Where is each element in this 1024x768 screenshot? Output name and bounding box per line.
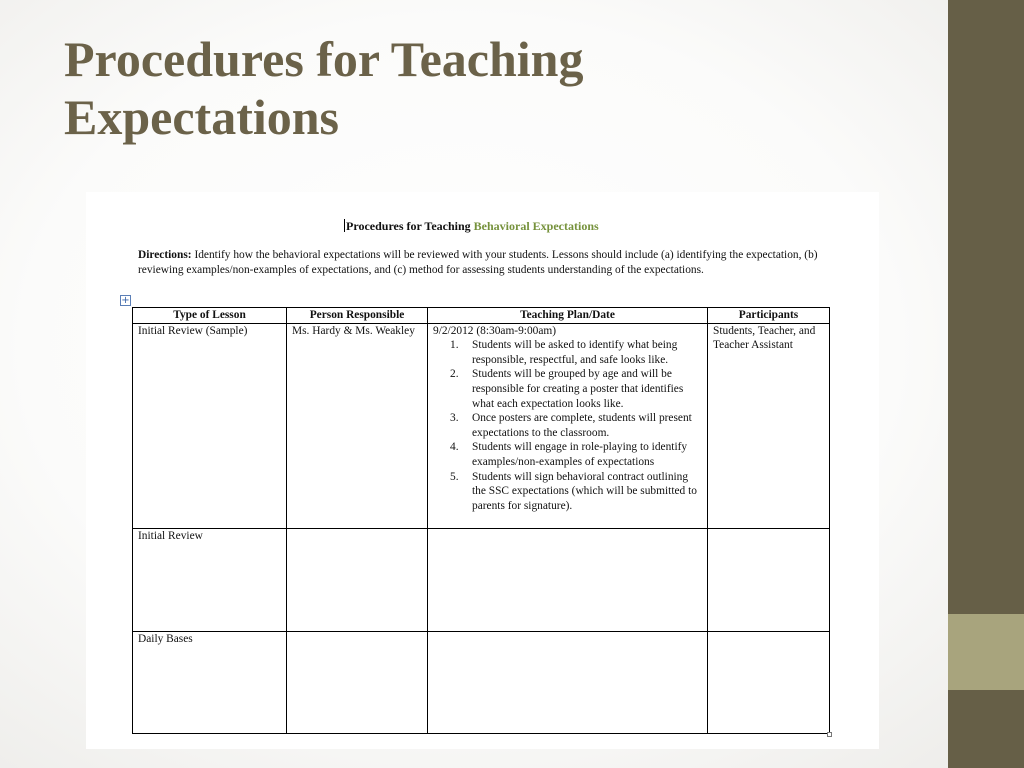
table-row [133, 323, 830, 528]
cell-person: Ms. Hardy & Ms. Weakley [287, 323, 428, 528]
header-teaching-plan-date: Teaching Plan/Date [428, 308, 708, 324]
table-resize-handle[interactable] [827, 732, 832, 737]
table-row [133, 528, 830, 631]
heading-accent: Behavioral Expectations [473, 219, 599, 233]
cell-plan [428, 323, 708, 528]
plan-step: 1. Students will be asked to identify what being responsible, respectful, and safe looks like. [450, 339, 678, 366]
cell-type: Daily Bases [133, 631, 287, 733]
cell-plan-empty[interactable] [428, 631, 708, 733]
cell-person-empty[interactable] [287, 528, 428, 631]
plan-step: 2. Students will be grouped by age and will be responsible for creating a poster that identifies what each expectation looks like. [450, 368, 684, 410]
directions-text: Identify how the behavioral expectations will be reviewed with your students. Lessons should include (a) identifying the expectation, (b) reviewing examples/non-examples of expectations, and (c) method for assessing students understanding of the expectations. [138, 249, 818, 276]
slide-title [64, 30, 924, 146]
directions-paragraph [138, 248, 828, 277]
lesson-table [132, 307, 830, 734]
plan-step: 4. Students will engage in role-playing to identify examples/non-examples of expectations [450, 441, 688, 468]
sidebar-accent-block [948, 614, 1024, 690]
header-participants: Participants [708, 308, 830, 324]
slide-title-line1: Procedures for Teaching [64, 31, 584, 87]
directions-label: Directions: [138, 249, 192, 261]
header-type-of-lesson: Type of Lesson [133, 308, 287, 324]
table-move-handle-icon[interactable]: + [121, 295, 130, 306]
cell-type: Initial Review [133, 528, 287, 631]
cell-participants: Students, Teacher, and Teacher Assistant [708, 323, 830, 528]
document-heading [344, 219, 599, 234]
cell-person-empty[interactable] [287, 631, 428, 733]
plan-step: 5. Students will sign behavioral contract outlining the SSC expectations (which will be submitted to parents for signature). [450, 470, 697, 512]
cell-participants-empty[interactable] [708, 631, 830, 733]
table-row [133, 631, 830, 733]
plan-steps-list [433, 338, 702, 513]
cell-type: Initial Review (Sample) [133, 323, 287, 528]
text-cursor [344, 219, 345, 232]
cell-participants-empty[interactable] [708, 528, 830, 631]
header-person-responsible: Person Responsible [287, 308, 428, 324]
heading-prefix: Procedures for Teaching [346, 219, 471, 233]
sidebar-decoration [948, 0, 1024, 768]
plan-step: 3. Once posters are complete, students will present expectations to the classroom. [450, 412, 692, 439]
table-header-row [133, 308, 830, 324]
document-image [86, 192, 879, 749]
cell-plan-empty[interactable] [428, 528, 708, 631]
plan-date: 9/2/2012 (8:30am-9:00am) [433, 324, 557, 337]
slide-title-line2: Expectations [64, 89, 339, 145]
